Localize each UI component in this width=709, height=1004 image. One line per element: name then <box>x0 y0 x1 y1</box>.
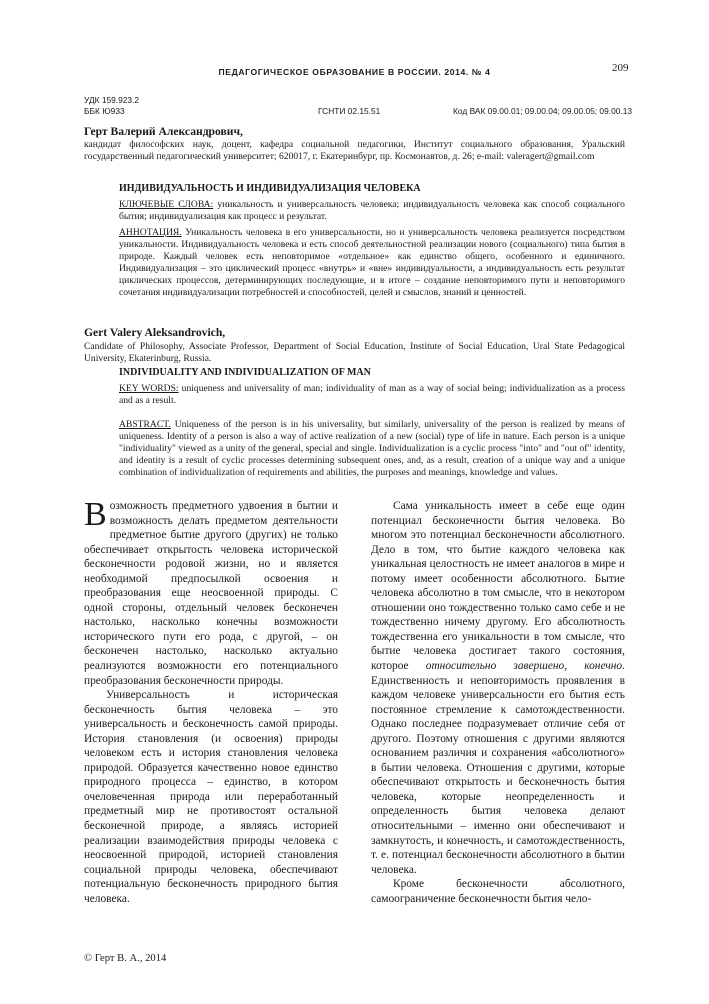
abstract-text-ru: Уникальность человека в его универсальности, но и универсальность человека реализуется посредством уникальности. Индивидуальность человека и есть способ деятельностной реализации нового (социального) типа бытия в природе. Каждый человек есть неповторимое «отдельное» как единство общего, особенного и единичного. Индивидуализация – это циклический процесс «внутрь» и «вне» индивидуальности, а индивидуальность есть результат циклических процессов, детерминирующих последующие, и в итоге – создание неповторимого пути и неповторимого сочетания индивидуализации потребностей и способностей, целей и смыслов, знаний и ценностей. <box>119 227 625 298</box>
vak-code: Код ВАК 09.00.01; 09.00.04; 09.00.05; 09.00.13 <box>453 106 633 116</box>
italic-emphasis: относительно завершено, конечно <box>425 660 623 673</box>
article-title-ru: ИНДИВИДУАЛЬНОСТЬ И ИНДИВИДУАЛИЗАЦИЯ ЧЕЛОВЕКА <box>119 183 421 194</box>
drop-cap: В <box>84 496 107 533</box>
author-name-en: Gert Valery Aleksandrovich, <box>84 326 226 339</box>
abstract-text-en: Uniqueness of the person is in his universality, but similarly, universality of the person is realized by means of uniqueness. Identity of a person is also a way of active realization of a new (social) type of life in nature. Each person is a unique "individuality" viewed as a unity of the general, special and single. Individualization is a cyclic process "into" and "out of" identity, and identity is a result of cyclic processes determining subsequent ones, and, as a result, creation of a unique way and a unique combination of individualization of requirements and abilities, the purposes and meanings, knowledge and values. <box>119 419 625 478</box>
bbk-code: ББК Ю933 <box>84 106 125 116</box>
keywords-ru <box>119 199 625 223</box>
author-affiliation-en: Candidate of Philosophy, Associate Professor, Department of Social Education, Institute of Social Education, Ural State Pedagogical University, Ekaterinburg, Russia. <box>84 341 625 364</box>
abstract-label-ru: АННОТАЦИЯ. <box>119 227 182 238</box>
abstract-label-en: ABSTRACT. <box>119 419 171 430</box>
body-paragraph: Возможность предметного удвоения в бытии и возможность делать предметом деятельности предметное бытие другого (других) не только обеспечивает открытость человека исторической бесконечности родовой жизни, но и является необходимой предпосылкой освоения и преобразования еще неосвоенной природы. С одной стороны, отдельный человек бесконечен настолько, насколько конечны возможности исторического пути его рода, с другой, – он бесконечен настолько, насколько актуально реализуются возможности его потенциального преобразования бесконечности природы. <box>84 496 338 687</box>
keywords-label-ru: КЛЮЧЕВЫЕ СЛОВА: <box>119 199 214 210</box>
body-paragraph: Кроме бесконечности абсолютного, самоограничение бесконечности бытия чело- <box>371 878 625 905</box>
author-affiliation-ru: кандидат философских наук, доцент, кафедра социальной педагогики, Институт социального образования, Уральский государственный педагогический университет; 620017, г. Екатеринбург, пр. Космонавтов, д. 26; e-mail: valeragert@gmail.com <box>84 139 625 162</box>
body-paragraph: Универсальность и историческая бесконечность бытия человека – это универсальность и бесконечность самой природы. История становления (и освоения) природы человеком есть и история становления человека природой. Образуется качественно новое единство природного процесса – единство, в котором очеловеченная природа или переработанный предметный мир не противостоят остальной бесконечной природе, а являясь историей реализации взаимодействия природы человека с неосвоенной природой, историей становления социальной природы человека, обеспечивают потенциальную бесконечность природного бытия человека. <box>84 689 338 905</box>
keywords-en <box>119 383 625 407</box>
body-column-left <box>84 496 338 906</box>
author-name-ru: Герт Валерий Александрович, <box>84 125 243 138</box>
keywords-text-ru: уникальность и универсальность человека; индивидуальность человека как способ социального бытия; индивидуализация как процесс и результат. <box>119 199 625 222</box>
keywords-text-en: uniqueness and universality of man; individuality of man as a way of social being; individualization as a process and as a result. <box>119 383 625 406</box>
page-number: 209 <box>612 62 629 74</box>
body-column-right <box>371 499 625 906</box>
abstract-ru <box>119 227 625 298</box>
body-paragraph: Сама уникальность имеет в себе еще один потенциал бесконечности бытия человека. Во многом это потенциал бесконечности абсолютного. Дело в том, что бытие каждого человека как уникальная целостность не имеет аналогов в мире и потому имеет особенности абсолютного. Бытие человека абсолютно в том смысле, что в некотором отношении оно тождественно только само себе и не тождественно ничему другому. Его абсолютность тождественна его уникальности в том смысле, что бытие человека достигает такого состояния, которое относительно завершено, конечно. Единственность и неповторимость проявления в каждом человеке универсальности его бытия есть постоянное стремление к самотождественности. Однако последнее подразумевает отличие себя от другого. Поэтому отношения с другими являются основанием различия и сохранения «абсолютного» в бытии человека. Отношения с другими, которые обеспечивают открытость и бесконечность бытия человека, которые неопределенность и определенность бытия человека делают относительными – именно они обеспечивают и замкнутость, и конечность, и самотождественность, т. е. потенциал бесконечности абсолютного в бытии человека. <box>371 500 625 876</box>
classification-codes-left <box>84 95 139 117</box>
abstract-en <box>119 419 625 479</box>
copyright-notice: © Герт В. А., 2014 <box>84 953 167 964</box>
keywords-label-en: KEY WORDS: <box>119 383 179 394</box>
journal-header: ПЕДАГОГИЧЕСКОЕ ОБРАЗОВАНИЕ В РОССИИ. 2014. № 4 <box>218 67 491 77</box>
udk-code: УДК 159.923.2 <box>84 95 140 105</box>
article-title-en: INDIVIDUALITY AND INDIVIDUALIZATION OF MAN <box>119 367 371 378</box>
grnti-code: ГСНТИ 02.15.51 <box>318 106 381 116</box>
